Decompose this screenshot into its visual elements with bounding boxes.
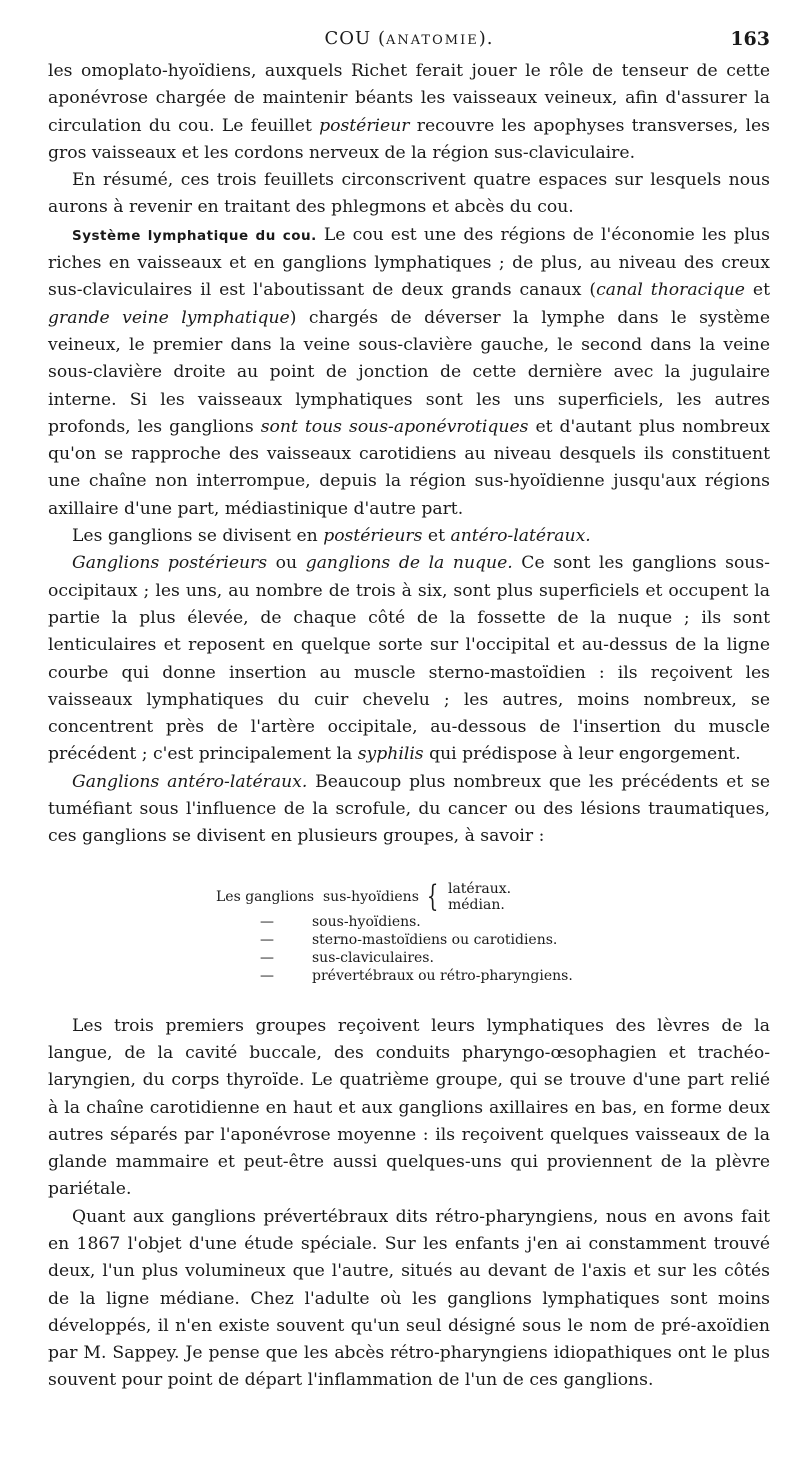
table-group: prévertébraux ou rétro-pharyngiens. <box>312 967 573 984</box>
table-group: sus-hyoïdiens <box>323 888 419 905</box>
section-heading: Système lymphatique du cou. <box>72 227 317 244</box>
table-group: sus-claviculaires. <box>312 949 434 966</box>
title-close: ). <box>478 28 494 49</box>
table-group: sterno-mastoïdiens ou carotidiens. <box>312 931 558 948</box>
page-number: 163 <box>730 28 770 50</box>
table-row <box>216 878 770 914</box>
dash: — <box>260 949 274 966</box>
brace-group <box>419 878 512 914</box>
paragraph-1: les omoplato-hyoïdiens, auxquels Richet ferait jouer le rôle de tenseur de cette aponévrose chargée de maintenir béants les vaisseaux veineux, afin d'assurer la circulation du cou. Le feuillet postérieur recouvre les apophyses transverses, les gros vaisseaux et les cordons nerveux de la région sus-claviculaire. <box>48 61 770 163</box>
choice-item: médian. <box>447 896 505 913</box>
choice-item: latéraux. <box>447 880 512 897</box>
brace: { <box>426 878 439 914</box>
paragraph-6: Ganglions antéro-latéraux. Beaucoup plus nombreux que les précédents et se tuméfiant sous l'influence de la scrofule, du cancer ou des lésions traumatiques, ces ganglions se divisent en plusieurs groupes, à savoir : <box>48 771 770 847</box>
title-small-caps: ANATOMIE <box>385 33 479 48</box>
paragraph-2: En résumé, ces trois feuillets circonscrivent quatre espaces sur lesquels nous aurons à revenir en traitant des phlegmons et abcès du cou. <box>48 170 770 218</box>
table-row <box>260 913 770 931</box>
paragraph-3: Système lymphatique du cou. Le cou est une des régions de l'économie les plus riches en vaisseaux et en ganglions lymphatiques ; de plus, au niveau des creux sus-claviculaires il est l'aboutissant de deux grands canaux (canal thoracique et grande veine lymphatique) chargés de déverser la lymphe dans le système veineux, le premier dans la veine sous-clavière gauche, le second dans la veine sous-clavière droite au point de jonction de cette dernière avec la jugulaire interne. Si les vaisseaux lymphatiques sont les uns superficiels, les autres profonds, les ganglions sont tous sous-aponévrotiques et d'autant plus nombreux qu'on se rapproche des vaisseaux carotidiens au niveau desquels ils constituent une chaîne non interrompue, depuis la région sus-hyoïdienne jusqu'aux régions axillaire d'une part, médiastinique d'autre part. <box>48 224 770 519</box>
dash: — <box>260 967 274 984</box>
title-main: COU ( <box>324 28 386 49</box>
dash: — <box>260 913 274 930</box>
paragraph-5: Ganglions postérieurs ou ganglions de la nuque. Ce sont les ganglions sous-occipitaux ; les uns, au nombre de trois à six, sont plus superficiels et occupent la partie la plus élevée, de chaque côté de la fossette de la nuque ; ils sont lenticulaires et reposent en quelque sorte sur l'occipital et au-dessus de la ligne courbe qui donne insertion au muscle sterno-mastoïdien : ils reçoivent les vaisseaux lymphatiques du cuir chevelu ; les autres, moins nombreux, se concentrent près de l'artère occipitale, au-dessous de l'insertion du muscle précédent ; c'est principalement la syphilis qui prédispose à leur engorgement. <box>48 553 770 765</box>
table-row <box>260 967 770 985</box>
paragraph-4: Les ganglions se divisent en postérieurs et antéro-latéraux. <box>72 526 591 547</box>
running-title <box>48 28 770 49</box>
body-text <box>48 58 770 1395</box>
brace-choices <box>448 881 511 913</box>
table-row <box>260 949 770 967</box>
table-row <box>260 931 770 949</box>
paragraph-7: Les trois premiers groupes reçoivent leurs lymphatiques des lèvres de la langue, de la cavité buccale, des conduits pharyngo-œsophagien et trachéo-laryngien, du corps thyroïde. Le quatrième groupe, qui se trouve d'une part relié à la chaîne carotidienne en haut et aux ganglions axillaires en bas, en forme deux autres séparés par l'aponévrose moyenne : ils reçoivent quelques vaisseaux de la glande mammaire et peut-être aussi quelques-uns qui proviennent de la plèvre pariétale. <box>48 1015 770 1200</box>
ganglion-groups-table <box>216 878 770 985</box>
table-group: sous-hyoïdiens. <box>312 913 421 930</box>
running-header <box>48 28 770 58</box>
table-lead: Les ganglions <box>216 888 315 905</box>
dash: — <box>260 931 274 948</box>
paragraph-8: Quant aux ganglions prévertébraux dits rétro-pharyngiens, nous en avons fait en 1867 l'objet d'une étude spéciale. Sur les enfants j'en ai constamment trouvé deux, l'un plus volumineux que l'autre, situés au devant de l'axis et sur les côtés de la ligne médiane. Chez l'adulte où les ganglions lymphatiques sont moins développés, il n'en existe souvent qu'un seul désigné sous le nom de pré-axoïdien par M. Sappey. Je pense que les abcès rétro-pharyngiens idiopathiques ont le plus souvent pour point de départ l'inflammation de l'un de ces ganglions. <box>48 1206 770 1391</box>
